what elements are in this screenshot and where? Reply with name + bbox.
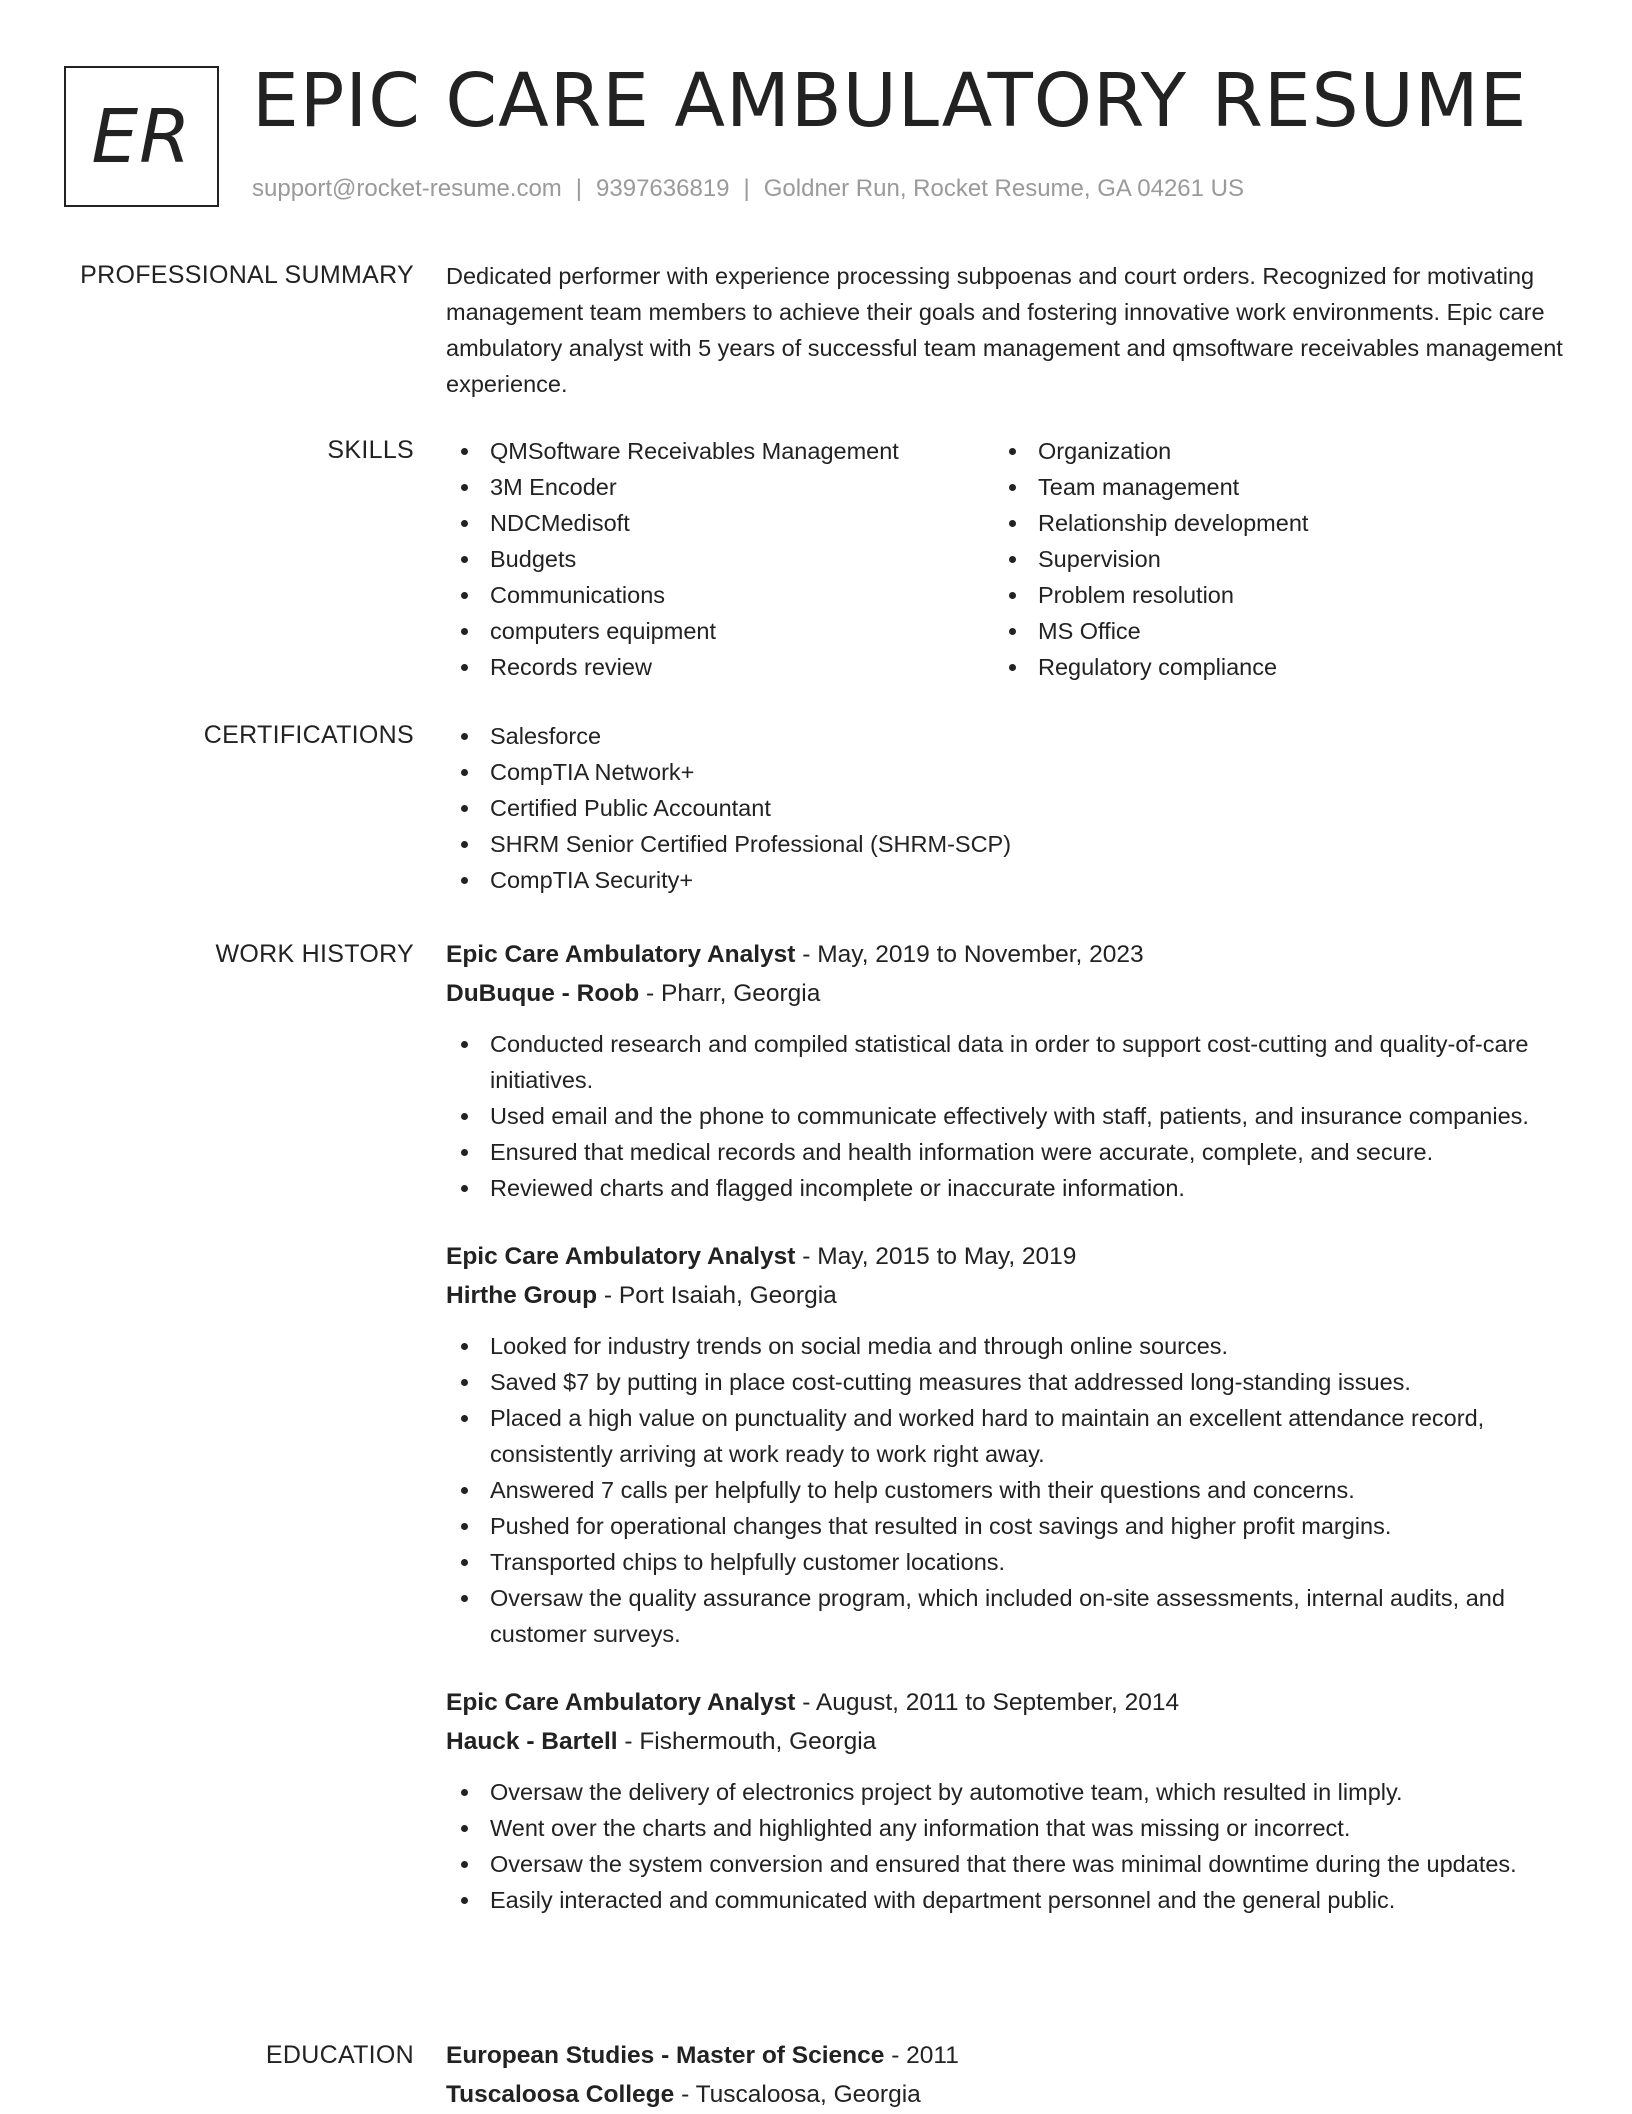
contact-address: Goldner Run, Rocket Resume, GA 04261 US: [763, 175, 1244, 202]
skill-label: Problem resolution: [1038, 582, 1234, 608]
bullet-icon: [461, 1149, 468, 1156]
education-degree: European Studies - Master of Science: [446, 2042, 885, 2069]
job-company: DuBuque - Roob: [446, 980, 640, 1007]
bullet-icon: [1009, 520, 1016, 527]
skill-label: NDCMedisoft: [490, 510, 630, 536]
job-bullet: [446, 1846, 1566, 1882]
bullet-icon: [1009, 592, 1016, 599]
job-bullet-text: Placed a high value on punctuality and worked hard to maintain an excellent attendance record, consistently arriving at work ready to work right away.: [490, 1405, 1485, 1467]
skill-label: Records review: [490, 654, 652, 680]
job-bullet: [446, 1400, 1566, 1472]
job-bullet: [446, 1882, 1566, 1918]
certification-item: [446, 754, 1566, 790]
monogram-logo: [64, 66, 219, 207]
job-entry: [446, 1237, 1566, 1652]
skill-item: [446, 577, 994, 613]
education-heading: EDUCATION: [265, 2041, 414, 2069]
skill-item: [994, 541, 1542, 577]
job-company-line: [446, 974, 1566, 1013]
bullet-icon: [461, 1041, 468, 1048]
job-company-line: [446, 1276, 1566, 1315]
summary-heading: PROFESSIONAL SUMMARY: [80, 261, 414, 289]
skill-item: [994, 505, 1542, 541]
bullet-icon: [461, 733, 468, 740]
bullet-icon: [461, 1343, 468, 1350]
job-location: - Pharr, Georgia: [639, 980, 821, 1007]
job-bullet-text: Transported chips to helpfully customer locations.: [490, 1549, 1006, 1575]
job-bullet-text: Pushed for operational changes that resulted in cost savings and higher profit margins.: [490, 1513, 1392, 1539]
skill-item: [446, 613, 994, 649]
bullet-icon: [461, 520, 468, 527]
skill-label: computers equipment: [490, 618, 716, 644]
skill-item: [446, 649, 994, 685]
job-bullet: [446, 1098, 1566, 1134]
monogram-initials: ER: [91, 93, 192, 180]
education-degree-line: [446, 2036, 1566, 2075]
job-bullet-text: Oversaw the system conversion and ensured that there was minimal downtime during the updates.: [490, 1851, 1517, 1877]
job-entry: [446, 1683, 1566, 1918]
certification-label: Salesforce: [490, 723, 602, 749]
summary-text: Dedicated performer with experience processing subpoenas and court orders. Recognized for motivating management team members to achieve their goals and fostering innovative work environments. Epic care ambulatory analyst with 5 years of successful team management and qmsoftware receivables management experience.: [446, 263, 1563, 397]
job-bullet: [446, 1508, 1566, 1544]
job-company: Hauck - Bartell: [446, 1728, 618, 1755]
bullet-icon: [461, 805, 468, 812]
job-bullet-text: Conducted research and compiled statistical data in order to support cost-cutting and quality-of-care initiatives.: [490, 1031, 1529, 1093]
job-bullet: [446, 1170, 1566, 1206]
work-history-heading: WORK HISTORY: [215, 940, 414, 968]
education-year: - 2011: [884, 2042, 959, 2069]
bullet-icon: [461, 769, 468, 776]
job-dates: - May, 2019 to November, 2023: [795, 941, 1144, 968]
job-bullets: [446, 1328, 1566, 1652]
bullet-icon: [461, 1113, 468, 1120]
bullet-icon: [461, 448, 468, 455]
bullet-icon: [1009, 484, 1016, 491]
skills-list-right: [994, 433, 1542, 685]
job-role-line: [446, 1683, 1566, 1722]
job-role-line: [446, 935, 1566, 974]
job-dates: - May, 2015 to May, 2019: [795, 1243, 1077, 1270]
certification-item: [446, 790, 1566, 826]
certification-label: SHRM Senior Certified Professional (SHRM-SCP): [490, 831, 1012, 857]
job-company: Hirthe Group: [446, 1282, 598, 1309]
skill-item: [994, 649, 1542, 685]
work-history-body: [446, 935, 1566, 1949]
job-bullet: [446, 1472, 1566, 1508]
job-bullet-text: Saved $7 by putting in place cost-cutting measures that addressed long-standing issues.: [490, 1369, 1411, 1395]
certification-label: CompTIA Network+: [490, 759, 695, 785]
skills-columns: [446, 433, 1566, 685]
bullet-icon: [461, 664, 468, 671]
bullet-icon: [461, 628, 468, 635]
job-bullet-text: Looked for industry trends on social media and through online sources.: [490, 1333, 1229, 1359]
certifications-list: [446, 718, 1566, 898]
job-role: Epic Care Ambulatory Analyst: [446, 1243, 796, 1270]
skill-item: [994, 613, 1542, 649]
job-bullet: [446, 1580, 1566, 1652]
skill-item: [994, 433, 1542, 469]
bullet-icon: [461, 1185, 468, 1192]
bullet-icon: [461, 1789, 468, 1796]
job-dates: - August, 2011 to September, 2014: [795, 1689, 1180, 1716]
job-entry: [446, 935, 1566, 1206]
job-bullet: [446, 1774, 1566, 1810]
skill-label: Supervision: [1038, 546, 1161, 572]
job-company-line: [446, 1722, 1566, 1761]
certification-label: Certified Public Accountant: [490, 795, 771, 821]
certifications-body: [446, 718, 1566, 898]
job-bullet-text: Went over the charts and highlighted any information that was missing or incorrect.: [490, 1815, 1351, 1841]
bullet-icon: [461, 1523, 468, 1530]
resume-title: EPIC CARE AMBULATORY RESUME: [252, 58, 1528, 144]
bullet-icon: [461, 1825, 468, 1832]
bullet-icon: [461, 877, 468, 884]
skills-heading: SKILLS: [327, 436, 414, 464]
job-bullet-text: Used email and the phone to communicate effectively with staff, patients, and insurance companies.: [490, 1103, 1529, 1129]
job-bullet-text: Oversaw the delivery of electronics project by automotive team, which resulted in limply.: [490, 1779, 1403, 1805]
bullet-icon: [461, 1595, 468, 1602]
skill-label: Organization: [1038, 438, 1172, 464]
job-bullet-text: Reviewed charts and flagged incomplete or inaccurate information.: [490, 1175, 1185, 1201]
job-role-line: [446, 1237, 1566, 1276]
job-role: Epic Care Ambulatory Analyst: [446, 1689, 796, 1716]
education-school: Tuscaloosa College: [446, 2081, 675, 2108]
job-bullet: [446, 1364, 1566, 1400]
skill-label: Team management: [1038, 474, 1240, 500]
contact-phone: 9397636819: [596, 175, 730, 202]
contact-separator: |: [575, 175, 583, 202]
bullet-icon: [461, 556, 468, 563]
job-bullets: [446, 1774, 1566, 1918]
certifications-heading: CERTIFICATIONS: [203, 721, 414, 749]
job-bullet: [446, 1810, 1566, 1846]
bullet-icon: [461, 1487, 468, 1494]
bullet-icon: [461, 592, 468, 599]
skill-item: [446, 433, 994, 469]
job-bullet: [446, 1134, 1566, 1170]
bullet-icon: [1009, 556, 1016, 563]
skills-list-left: [446, 433, 994, 685]
education-school-line: [446, 2075, 1566, 2114]
skill-item: [446, 541, 994, 577]
bullet-icon: [1009, 628, 1016, 635]
skill-label: Communications: [490, 582, 666, 608]
education-body: [446, 2036, 1566, 2114]
contact-line: [252, 174, 1244, 204]
job-location: - Port Isaiah, Georgia: [597, 1282, 837, 1309]
skill-label: Relationship development: [1038, 510, 1309, 536]
job-bullet-text: Ensured that medical records and health information were accurate, complete, and secure.: [490, 1139, 1434, 1165]
contact-separator: |: [743, 175, 750, 202]
bullet-icon: [461, 841, 468, 848]
certification-item: [446, 718, 1566, 754]
skill-item: [446, 505, 994, 541]
job-bullets: [446, 1026, 1566, 1206]
skill-label: 3M Encoder: [490, 474, 617, 500]
job-bullet: [446, 1328, 1566, 1364]
job-bullet: [446, 1544, 1566, 1580]
job-bullet-text: Oversaw the quality assurance program, which included on-site assessments, internal audits, and customer surveys.: [490, 1585, 1505, 1647]
bullet-icon: [461, 1897, 468, 1904]
skill-label: MS Office: [1038, 618, 1141, 644]
bullet-icon: [461, 1415, 468, 1422]
skill-item: [446, 469, 994, 505]
bullet-icon: [1009, 664, 1016, 671]
job-bullet-text: Easily interacted and communicated with department personnel and the general public.: [490, 1887, 1396, 1913]
bullet-icon: [461, 1379, 468, 1386]
certification-label: CompTIA Security+: [490, 867, 694, 893]
skill-label: Regulatory compliance: [1038, 654, 1278, 680]
job-location: - Fishermouth, Georgia: [617, 1728, 877, 1755]
certification-item: [446, 862, 1566, 898]
contact-email: support@rocket-resume.com: [252, 175, 562, 202]
skill-item: [994, 577, 1542, 613]
skill-label: QMSoftware Receivables Management: [490, 438, 899, 464]
job-bullet-text: Answered 7 calls per helpfully to help customers with their questions and concerns.: [490, 1477, 1355, 1503]
bullet-icon: [461, 1559, 468, 1566]
bullet-icon: [461, 1861, 468, 1868]
skill-label: Budgets: [490, 546, 577, 572]
bullet-icon: [1009, 448, 1016, 455]
education-location: - Tuscaloosa, Georgia: [674, 2081, 921, 2108]
bullet-icon: [461, 484, 468, 491]
job-role: Epic Care Ambulatory Analyst: [446, 941, 796, 968]
skill-item: [994, 469, 1542, 505]
job-bullet: [446, 1026, 1566, 1098]
summary-body: [446, 258, 1566, 402]
certification-item: [446, 826, 1566, 862]
